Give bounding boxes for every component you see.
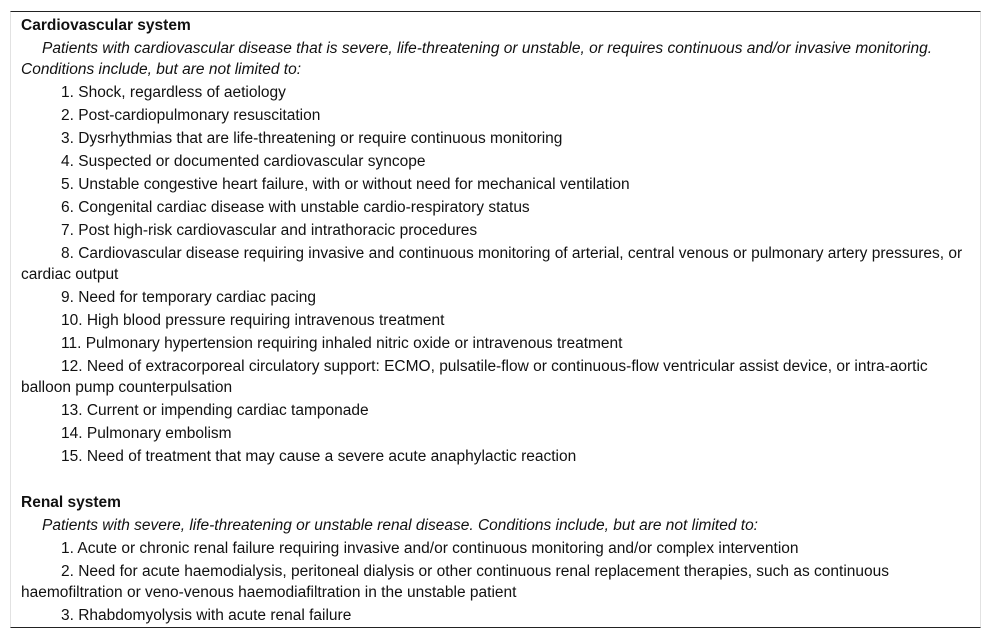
list-item: 4. Suspected or documented cardiovascular syncope (61, 153, 426, 170)
list-item: 10. High blood pressure requiring intravenous treatment (61, 312, 445, 329)
section-intro-renal: Patients with severe, life-threatening or unstable renal disease. Conditions include, but are not limited to: (42, 517, 758, 534)
criteria-table-cell (21, 14, 966, 627)
list-item: 1. Acute or chronic renal failure requiring invasive and/or continuous monitoring and/or complex intervention (61, 540, 799, 557)
list-item: 12. Need of extracorporeal circulatory support: ECMO, pulsatile-flow or continuous-flow ventricular assist device, or intra-aortic balloon pump counterpulsation (21, 358, 928, 396)
list-item: 14. Pulmonary embolism (61, 425, 232, 442)
list-item: 2. Post-cardiopulmonary resuscitation (61, 107, 321, 124)
section-heading-renal: Renal system (21, 494, 121, 511)
section-spacer (21, 468, 966, 491)
list-item: 13. Current or impending cardiac tamponade (61, 402, 369, 419)
list-item: 15. Need of treatment that may cause a severe acute anaphylactic reaction (61, 448, 577, 465)
list-item: 9. Need for temporary cardiac pacing (61, 289, 317, 306)
list-item: 3. Rhabdomyolysis with acute renal failure (61, 607, 352, 624)
list-item: 3. Dysrhythmias that are life-threatening or require continuous monitoring (61, 130, 563, 147)
list-item: 7. Post high-risk cardiovascular and intrathoracic procedures (61, 222, 478, 239)
list-item: 11. Pulmonary hypertension requiring inhaled nitric oxide or intravenous treatment (61, 335, 623, 352)
section-heading-cardiovascular: Cardiovascular system (21, 17, 191, 34)
list-item: 8. Cardiovascular disease requiring invasive and continuous monitoring of arterial, central venous or pulmonary artery pressures, or cardiac output (21, 245, 963, 283)
list-item: 2. Need for acute haemodialysis, peritoneal dialysis or other continuous renal replacement therapies, such as continuous haemofiltration or veno-venous haemodiafiltration in the unstable patient (21, 563, 890, 601)
list-item: 5. Unstable congestive heart failure, with or without need for mechanical ventilation (61, 176, 630, 193)
section-intro-cardiovascular: Patients with cardiovascular disease that is severe, life-threatening or unstable, or requires continuous and/or invasive monitoring. Conditions include, but are not limited to: (21, 40, 933, 78)
criteria-table (10, 11, 981, 628)
list-item: 6. Congenital cardiac disease with unstable cardio-respiratory status (61, 199, 530, 216)
list-item: 1. Shock, regardless of aetiology (61, 84, 286, 101)
